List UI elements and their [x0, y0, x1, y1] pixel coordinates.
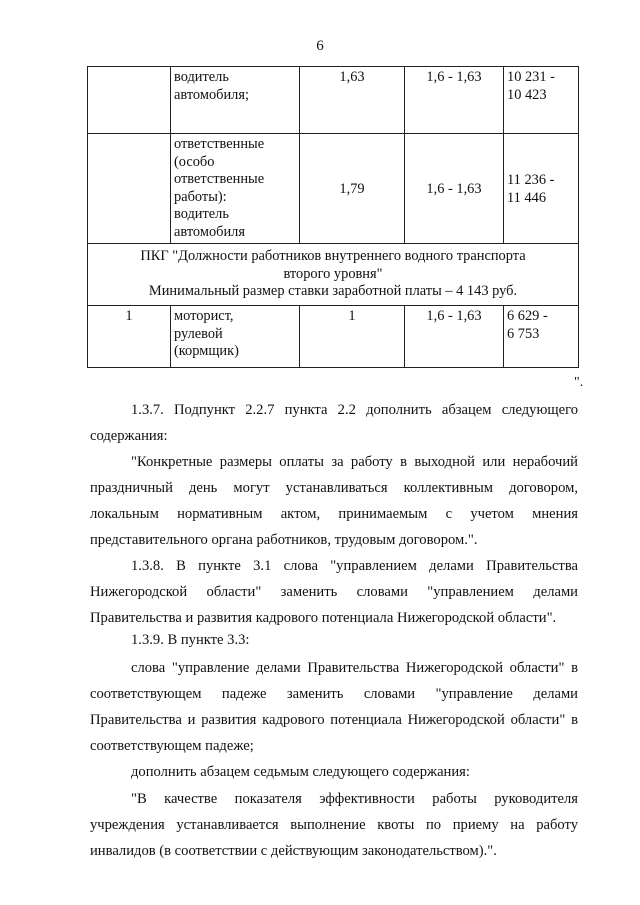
coefficient-cell: 1,63 [300, 67, 405, 134]
salary-line: 10 231 - [507, 69, 555, 85]
paragraph-add-seventh: дополнить абзацем седьмым следующего содержания: [131, 764, 470, 780]
salary-table [87, 66, 579, 368]
position-line: автомобиля [174, 223, 245, 240]
paragraph-1-3-8: 1.3.8. В пункте 3.1 слова "управлением делами Правительства Нижегородской области" заменить словами "управлением делами Правительства и развития кадрового потенциала Нижегородской области". [90, 558, 578, 626]
position-line: рулевой [174, 325, 223, 342]
position-line: (кормщик) [174, 343, 239, 359]
position-cell [171, 134, 300, 244]
group-header-row [88, 244, 579, 306]
salary-range-cell [504, 306, 579, 368]
position-line: ответственные [174, 136, 265, 152]
paragraph-1-3-9: 1.3.9. В пункте 3.3: [131, 632, 250, 648]
row-number-cell [88, 67, 171, 134]
paragraph-quote-quota: "В качестве показателя эффективности работы руководителя учреждения устанавливается выполнение квоты по приему на работу инвалидов (в соответствии с действующим законодательством).". [90, 791, 578, 859]
group-header-title: ПКГ "Должности работников внутреннего водного транспорта [140, 248, 526, 265]
coefficient-cell: 1 [300, 306, 405, 368]
paragraph-words-replace: слова "управление делами Правительства Нижегородской области" в соответствующем падеже заменить словами "управление делами Правительства и развития кадрового потенциала Нижегородской области" в соответствующем падеже; [90, 660, 578, 754]
position-line: водитель [174, 69, 229, 85]
salary-line: 11 236 - [507, 172, 555, 188]
position-line: водитель [174, 206, 229, 222]
page-number: 6 [316, 38, 324, 54]
salary-range-cell [504, 134, 579, 244]
coefficient-range-cell: 1,6 - 1,63 [405, 67, 504, 134]
table-row [88, 67, 579, 134]
position-line: автомобиля; [174, 86, 249, 103]
table-row [88, 306, 579, 368]
position-line: моторист, [174, 308, 234, 324]
group-header-cell [88, 244, 579, 306]
coefficient-range-cell: 1,6 - 1,63 [405, 306, 504, 368]
row-number-cell: 1 [88, 306, 171, 368]
salary-range-cell [504, 67, 579, 134]
position-line: ответственные [174, 171, 265, 187]
table-row [88, 134, 579, 244]
position-cell [171, 306, 300, 368]
group-header-min-rate: Минимальный размер ставки заработной платы – 4 143 руб. [148, 283, 518, 300]
position-cell [171, 67, 300, 134]
salary-line: 10 423 [507, 86, 547, 103]
salary-line: 11 446 [507, 189, 547, 206]
salary-line: 6 753 [507, 325, 540, 342]
paragraph-quote-payment: "Конкретные размеры оплаты за работу в выходной или нерабочий праздничный день могут устанавливаться коллективным договором, локальным нормативным актом, принимаемым с учетом мнения представительного органа работников, трудовым договором.". [90, 454, 578, 548]
coefficient-range-cell: 1,6 - 1,63 [405, 134, 504, 244]
salary-line: 6 629 - [507, 308, 548, 324]
group-header-title-cont: второго уровня" [283, 265, 383, 282]
position-line: работы): [174, 188, 227, 205]
table-closing-quote: ". [574, 375, 584, 390]
position-line: (особо [174, 153, 215, 170]
row-number-cell [88, 134, 171, 244]
coefficient-cell: 1,79 [300, 134, 405, 244]
paragraph-1-3-7: 1.3.7. Подпункт 2.2.7 пункта 2.2 дополнить абзацем следующего содержания: [90, 402, 578, 444]
